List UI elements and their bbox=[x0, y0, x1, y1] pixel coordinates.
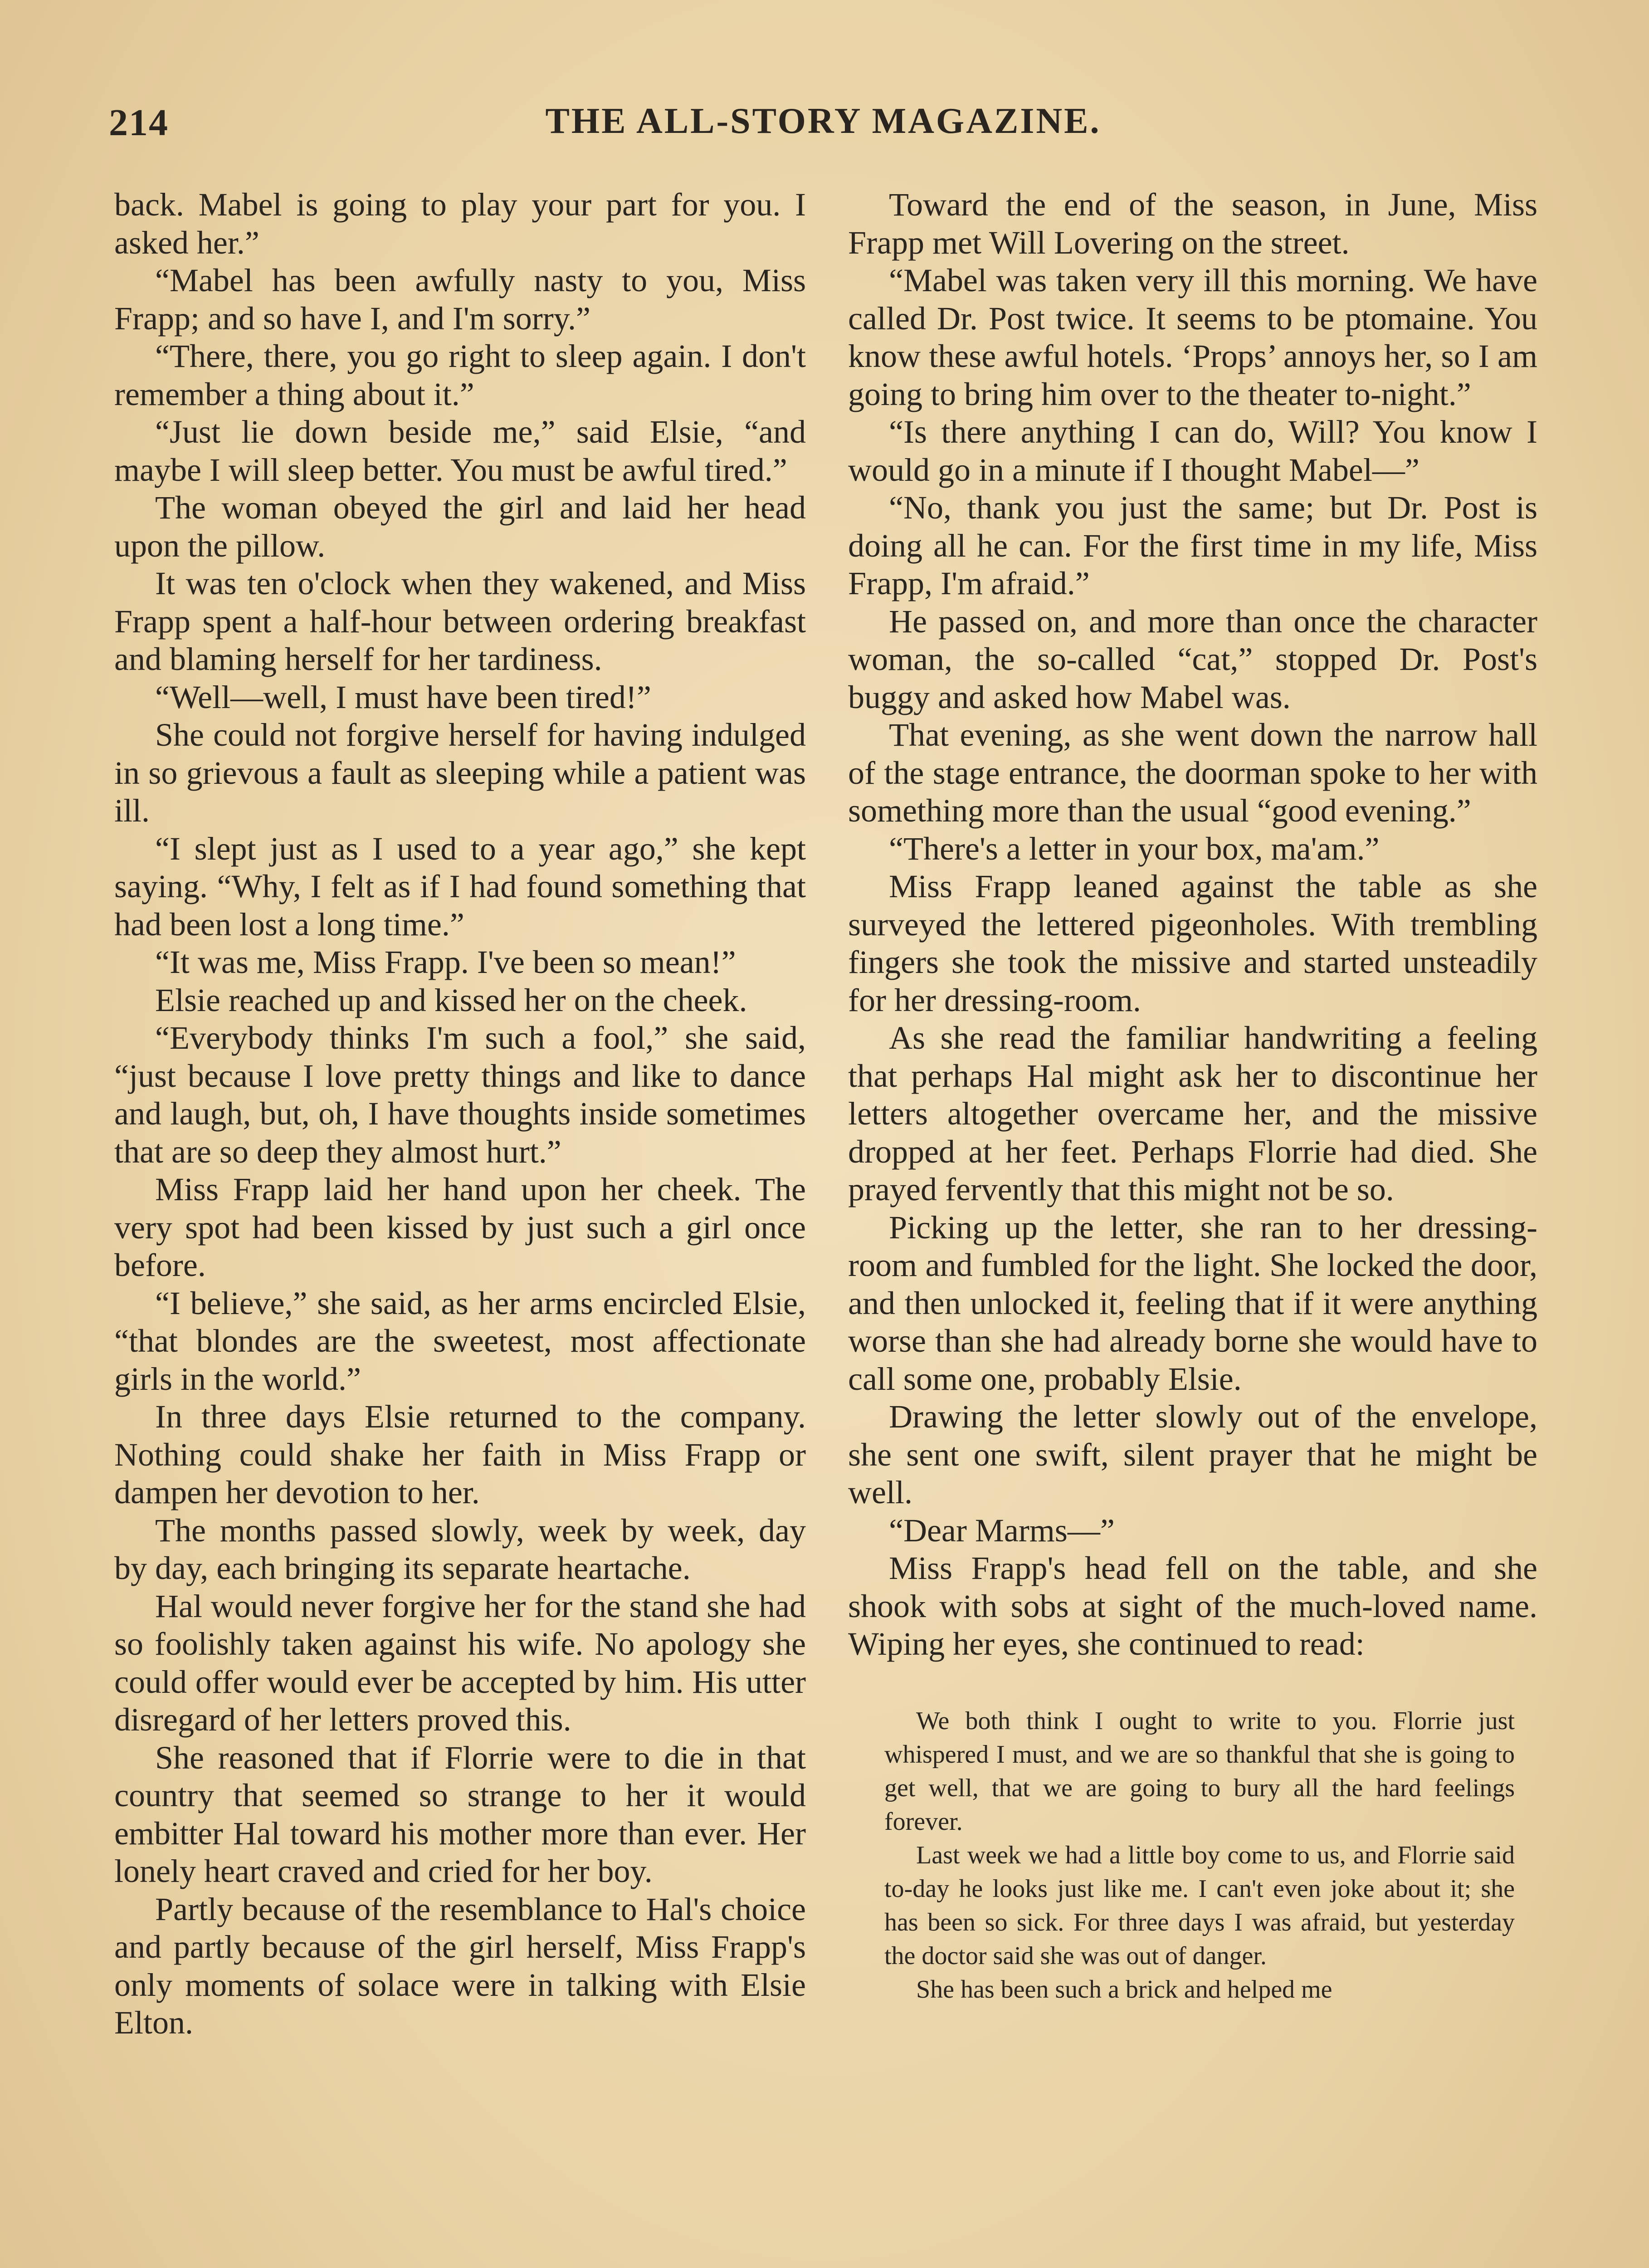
paragraph: “There's a letter in your box, ma'am.” bbox=[889, 830, 1380, 867]
paragraph: “Dear Marms—” bbox=[889, 1512, 1115, 1549]
paragraph: “There, there, you go right to sleep again. I don't remember a thing about it.” bbox=[114, 338, 806, 412]
quoted-letter bbox=[848, 1704, 1537, 2006]
paragraph: “Everybody thinks I'm such a fool,” she said, “just because I love pretty things and like to dance and laugh, but, oh, I have thoughts inside sometimes that are so deep they almost hurt.” bbox=[114, 1020, 806, 1170]
left-column bbox=[114, 186, 806, 2268]
letter-paragraph: Last week we had a little boy come to us, and Florrie said to-day he looks just like me. I can't even joke about it; she has been so sick. For three days I was afraid, but yesterday the doctor said she was out of danger. bbox=[884, 1841, 1515, 1970]
paragraph: Miss Frapp laid her hand upon her cheek. The very spot had been kissed by just such a girl once before. bbox=[114, 1171, 806, 1283]
page-header bbox=[109, 101, 1537, 151]
paragraph: “Mabel was taken very ill this morning. We have called Dr. Post twice. It seems to be ptomaine. You know these awful hotels. ‘Props’ annoys her, so I am going to bring him over to the theater to-night.” bbox=[848, 262, 1537, 412]
paragraph: “Just lie down beside me,” said Elsie, “and maybe I will sleep better. You must be awful tired.” bbox=[114, 414, 806, 488]
paragraph: “Is there anything I can do, Will? You know I would go in a minute if I thought Mabel—” bbox=[848, 414, 1537, 488]
paragraph: Miss Frapp's head fell on the table, and she shook with sobs at sight of the much-loved name. Wiping her eyes, she continued to read: bbox=[848, 1550, 1537, 1662]
paragraph: She could not forgive herself for having indulged in so grievous a fault as sleeping while a patient was ill. bbox=[114, 717, 806, 829]
paragraph: Picking up the letter, she ran to her dressing-room and fumbled for the light. She locked the door, and then unlocked it, feeling that if it were anything worse than she had already borne she would have to call some one, probably Elsie. bbox=[848, 1209, 1537, 1397]
paragraph: The months passed slowly, week by week, day by day, each bringing its separate heartache. bbox=[114, 1512, 806, 1586]
paragraph: Toward the end of the season, in June, Miss Frapp met Will Lovering on the street. bbox=[848, 186, 1537, 261]
paragraph: It was ten o'clock when they wakened, and Miss Frapp spent a half-hour between ordering breakfast and blaming herself for her tardiness. bbox=[114, 565, 806, 677]
paragraph: That evening, as she went down the narrow hall of the stage entrance, the doorman spoke to her with something more than the usual “good evening.” bbox=[848, 717, 1537, 829]
letter-paragraph: She has been such a brick and helped me bbox=[916, 1975, 1332, 2004]
paragraph: The woman obeyed the girl and laid her head upon the pillow. bbox=[114, 489, 806, 564]
paragraph: Elsie reached up and kissed her on the cheek. bbox=[155, 982, 747, 1018]
page-number: 214 bbox=[109, 102, 169, 144]
paragraph: “It was me, Miss Frapp. I've been so mean!” bbox=[155, 944, 736, 980]
paragraph: In three days Elsie returned to the company. Nothing could shake her faith in Miss Frapp or dampen her devotion to her. bbox=[114, 1398, 806, 1510]
letter-paragraph: We both think I ought to write to you. Florrie just whispered I must, and we are so thankful that she is going to get well, that we are going to bury all the hard feelings forever. bbox=[884, 1706, 1515, 1836]
paragraph: Hal would never forgive her for the stand she had so foolishly taken against his wife. No apology she could offer would ever be accepted by him. His utter disregard of her letters proved this. bbox=[114, 1588, 806, 1738]
paragraph: “I slept just as I used to a year ago,” she kept saying. “Why, I felt as if I had found something that had been lost a long time.” bbox=[114, 830, 806, 943]
paragraph: He passed on, and more than once the character woman, the so-called “cat,” stopped Dr. Post's buggy and asked how Mabel was. bbox=[848, 603, 1537, 715]
paragraph: “Well—well, I must have been tired!” bbox=[155, 679, 651, 715]
paragraph: She reasoned that if Florrie were to die in that country that seemed so strange to her it would embitter Hal toward his mother more than ever. Her lonely heart craved and cried for her boy. bbox=[114, 1739, 806, 1889]
paragraph: Partly because of the resemblance to Hal's choice and partly because of the girl herself, Miss Frapp's only moments of solace were in talking with Elsie Elton. bbox=[114, 1891, 806, 2041]
paragraph: As she read the familiar handwriting a feeling that perhaps Hal might ask her to discontinue her letters altogether overcame her, and the missive dropped at her feet. Perhaps Florrie had died. She prayed fervently that this might not be so. bbox=[848, 1020, 1537, 1207]
running-title: THE ALL-STORY MAGAZINE. bbox=[545, 101, 1101, 141]
paragraph: “I believe,” she said, as her arms encircled Elsie, “that blondes are the sweetest, most affectionate girls in the world.” bbox=[114, 1285, 806, 1397]
paragraph: “No, thank you just the same; but Dr. Post is doing all he can. For the first time in my life, Miss Frapp, I'm afraid.” bbox=[848, 489, 1537, 601]
paragraph: Miss Frapp leaned against the table as she surveyed the lettered pigeonholes. With trembling fingers she took the missive and started unsteadily for her dressing-room. bbox=[848, 868, 1537, 1018]
right-column bbox=[848, 186, 1537, 2268]
paragraph: “Mabel has been awfully nasty to you, Miss Frapp; and so have I, and I'm sorry.” bbox=[114, 262, 806, 337]
paragraph: back. Mabel is going to play your part for you. I asked her.” bbox=[114, 186, 806, 261]
paragraph: Drawing the letter slowly out of the envelope, she sent one swift, silent prayer that he might be well. bbox=[848, 1398, 1537, 1510]
